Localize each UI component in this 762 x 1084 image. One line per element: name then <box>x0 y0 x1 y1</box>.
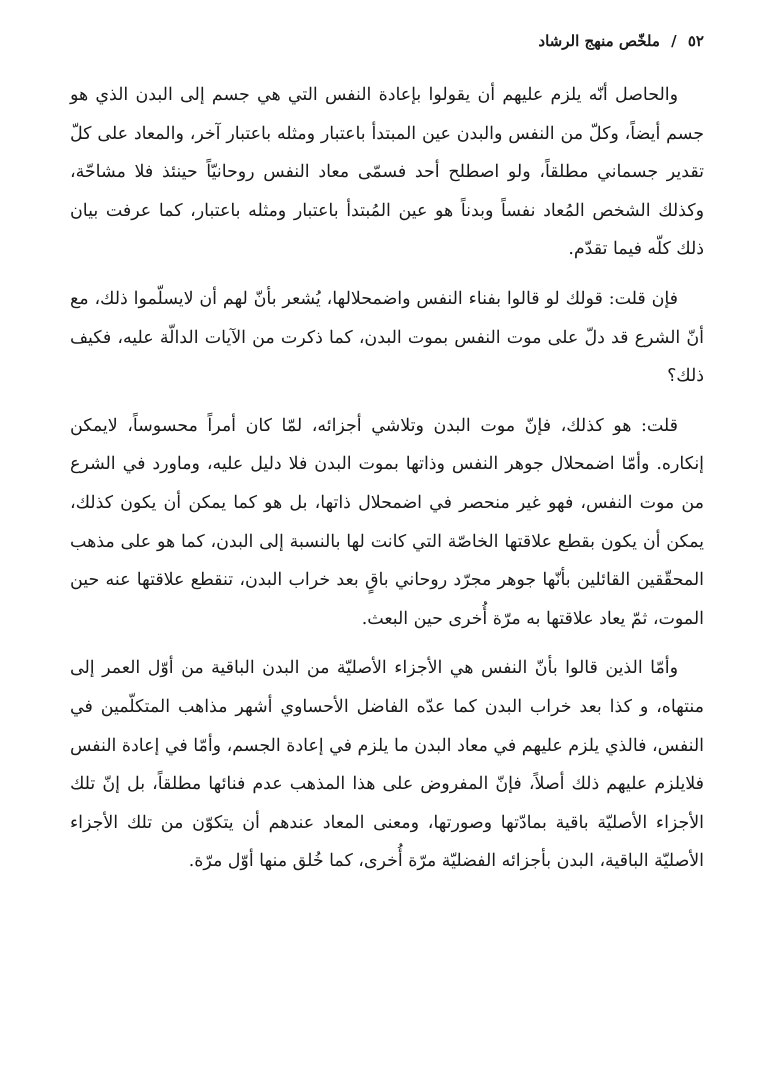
paragraph-original-parts: وأمّا الذين قالوا بأنّ النفس هي الأجزاء الأصليّة من البدن الباقية من أوّل العمر إلى منتهاه، و كذا بعد خراب البدن كما عدّه الفاضل الأحساوي أشهر مذاهب المتكلّمين في النفس، فالذي يلزم عليهم في معاد البدن ما يلزم في إعادة الجسم، وأمّا في إعادة النفس فلايلزم عليهم ذلك أصلاً، فإنّ المفروض على هذا المذهب عدم فنائها مطلقاً، بل إنّ تلك الأجزاء الأصليّة باقية بمادّتها وصورتها، ومعنى المعاد عندهم أن يتكوّن من تلك الأجزاء الأصليّة الباقية، البدن بأجزائه الفضليّة مرّة أُخرى، كما خُلق منها أوّل مرّة. <box>70 658 704 872</box>
body-text <box>70 76 704 892</box>
paragraph-reply: قلت: هو كذلك، فإنّ موت البدن وتلاشي أجزائه، لمّا كان أمراً محسوساً، لايمكن إنكاره. وأمّا اضمحلال جوهر النفس وذاتها بموت البدن فلا دليل عليه، وماورد في الشرع من موت النفس، فهو غير منحصر في اضمحلال ذاتها، بل هو كما يمكن أن يكون كذلك، يمكن أن يكون بقطع علاقتها الخاصّة التي كانت لها بالنسبة إلى البدن، كما هو على مذهب المحقّقين القائلين بأنّها جوهر مجرّد روحاني باقٍ بعد خراب البدن، تنقطع علاقتها عنه حين الموت، ثمّ يعاد علاقتها به مرّة أُخرى حين البعث. <box>70 415 704 629</box>
paragraph-conclusion: والحاصل أنّه يلزم عليهم أن يقولوا بإعادة النفس التي هي جسم إلى البدن الذي هو جسم أيضاً، وكلّ من النفس والبدن عين المبتدأ باعتبار ومثله باعتبار آخر، والمعاد على كلّ تقدير جسماني مطلقاً، ولو اصطلح أحد فسمّى معاد النفس روحانيّاً حينئذ فلا مشاحّة، وكذلك الشخص المُعاد نفساً وبدناً هو عين المُبتدأ باعتبار ومثله باعتبار، كما عرفت بيان ذلك كلّه فيما تقدّم. <box>70 85 704 260</box>
book-page <box>70 0 704 1084</box>
book-title: ملخّص منهج الرشاد <box>538 32 660 50</box>
paragraph-objection: فإن قلت: قولك لو قالوا بفناء النفس واضمحلالها، يُشعر بأنّ لهم أن لايسلّموا ذلك، مع أنّ الشرع قد دلّ على موت النفس بموت البدن، كما ذكرت من الآيات الدالّة عليه، فكيف ذلك؟ <box>70 288 704 387</box>
running-header <box>538 32 704 50</box>
page-number: ٥٢ <box>687 32 704 50</box>
header-separator: / <box>671 32 677 50</box>
